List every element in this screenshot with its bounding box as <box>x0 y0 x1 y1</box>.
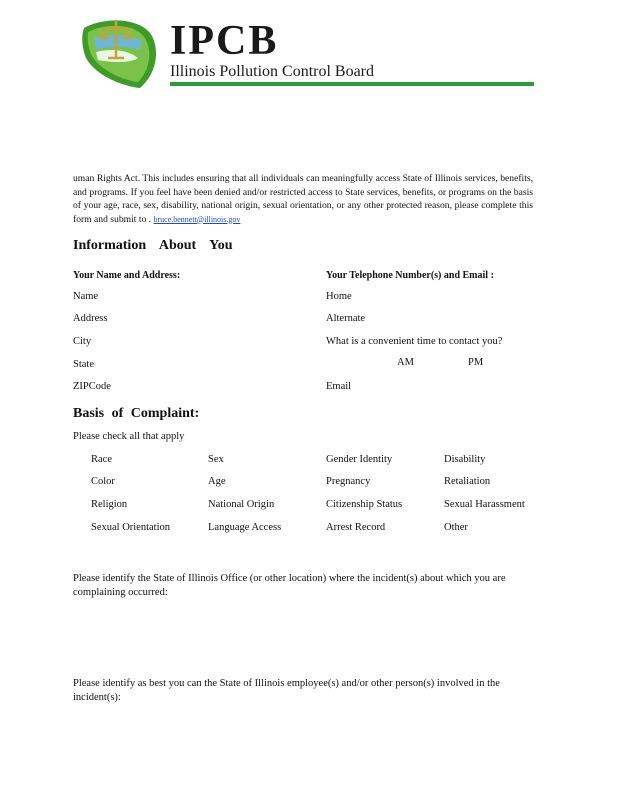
option-national-origin[interactable]: National Origin <box>208 499 275 510</box>
check-instruction: Please check all that apply <box>73 431 185 442</box>
intro-text: uman Rights Act. This includes ensuring that all individuals can meaningfully access State of Illinois services, benefits, and programs. If you feel have been denied and/or restricted access to State services, benefits, or programs on the basis of your age, race, sex, disability, national origin, sexual orientation, or any other protected reason, please complete this form and submit to . <box>73 173 533 225</box>
option-religion[interactable]: Religion <box>91 499 128 510</box>
name-address-header: Your Name and Address: <box>73 270 181 281</box>
option-arrest-record[interactable]: Arrest Record <box>326 522 386 533</box>
option-gender-identity[interactable]: Gender Identity <box>326 454 393 465</box>
contact-time-question: What is a convenient time to contact you? <box>326 336 503 347</box>
header-rule <box>170 82 534 86</box>
employee-question: Please identify as best you can the State of Illinois employee(s) and/or other person(s) involved in the incident(s): <box>73 678 500 703</box>
option-sex[interactable]: Sex <box>208 454 224 465</box>
option-other[interactable]: Other <box>444 522 468 533</box>
address-field-label: Address <box>73 313 108 324</box>
am-option[interactable]: AM <box>397 357 414 368</box>
name-field-label: Name <box>73 291 99 302</box>
home-phone-label: Home <box>326 291 352 302</box>
option-disability[interactable]: Disability <box>444 454 486 465</box>
state-field-label: State <box>73 359 94 370</box>
office-question: Please identify the State of Illinois Office (or other location) where the incident(s) about which you are complaining occurred: <box>73 573 506 598</box>
phone-email-header: Your Telephone Number(s) and Email : <box>326 270 494 281</box>
org-abbreviation: IPCB <box>170 18 279 64</box>
option-language-access[interactable]: Language Access <box>208 522 282 533</box>
intro-paragraph <box>73 172 533 226</box>
option-color[interactable]: Color <box>91 476 115 487</box>
contact-email-link[interactable]: bruce.bennett@illinois.gov <box>153 214 241 224</box>
option-retaliation[interactable]: Retaliation <box>444 476 491 487</box>
zip-field-label: ZIPCode <box>73 381 111 392</box>
city-field-label: City <box>73 336 92 347</box>
complaint-heading: Basis of Complaint: <box>73 406 200 421</box>
org-name: Illinois Pollution Control Board <box>170 63 375 80</box>
leaf-logo-icon <box>78 14 168 90</box>
ipcb-logo <box>78 14 168 90</box>
option-age[interactable]: Age <box>208 476 226 487</box>
option-sexual-harassment[interactable]: Sexual Harassment <box>444 499 525 510</box>
option-sexual-orientation[interactable]: Sexual Orientation <box>91 522 171 533</box>
email-field-label: Email <box>326 381 352 392</box>
about-heading: Information About You <box>73 238 233 253</box>
option-citizenship-status[interactable]: Citizenship Status <box>326 499 403 510</box>
option-pregnancy[interactable]: Pregnancy <box>326 476 371 487</box>
pm-option[interactable]: PM <box>468 357 484 368</box>
option-race[interactable]: Race <box>91 454 112 465</box>
alternate-phone-label: Alternate <box>326 313 366 324</box>
